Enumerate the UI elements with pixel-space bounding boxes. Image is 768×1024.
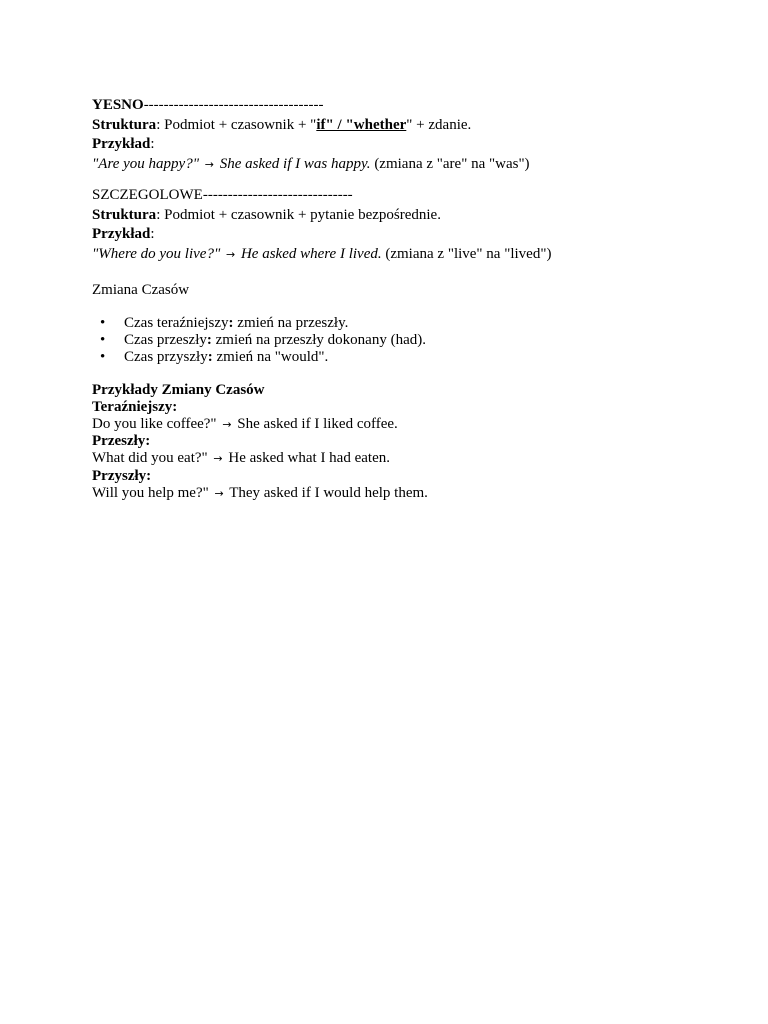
bullet-icon: • — [100, 332, 106, 348]
szczegolowe-example-result: He asked where I lived. — [240, 245, 382, 262]
przyklady-example-line — [92, 416, 732, 434]
yesno-structure-line — [92, 116, 732, 136]
yesno-example-label-line — [92, 135, 732, 155]
szczegolowe-heading-line — [92, 186, 732, 206]
yesno-section — [92, 96, 732, 174]
yesno-structure-label: Struktura — [92, 116, 157, 133]
szczegolowe-example-colon: : — [150, 226, 155, 242]
right-arrow-icon: → — [222, 417, 232, 431]
yesno-structure-post: " + zdanie. — [406, 116, 472, 133]
przyklady-example-quote: Will you help me?" — [92, 484, 209, 501]
yesno-example-line — [92, 155, 732, 175]
szczegolowe-example-line — [92, 245, 732, 265]
zmiana-title: Zmiana Czasów — [92, 282, 190, 298]
yesno-example-label: Przykład — [92, 136, 151, 152]
yesno-example-quote: "Are you happy?" — [92, 155, 200, 172]
szczegolowe-example-label-line — [92, 225, 732, 245]
przyklady-example-line — [92, 450, 732, 468]
przyklady-example-quote: Do you like coffee?" — [92, 415, 217, 432]
yesno-dashes: ------------------------------------ — [143, 97, 324, 113]
przyklady-example-line — [92, 485, 732, 503]
list-item-colon: : — [228, 315, 234, 331]
list-item-text: zmień na "would". — [212, 349, 329, 365]
szczegolowe-structure-line — [92, 206, 732, 226]
zmiana-list — [92, 315, 732, 366]
yesno-structure-colon: : — [156, 116, 161, 133]
przyklady-example-result: She asked if I liked coffee. — [237, 415, 398, 432]
bullet-icon: • — [100, 349, 106, 365]
yesno-structure-pre: Podmiot + czasownik + " — [160, 116, 317, 133]
szczegolowe-example-note: (zmiana z "live" na "lived") — [381, 245, 552, 262]
przyklady-group-label: Teraźniejszy: — [92, 398, 178, 415]
yesno-example-colon: : — [150, 136, 155, 152]
przyklady-example-result: He asked what I had eaten. — [228, 450, 390, 467]
przyklady-section — [92, 382, 732, 503]
right-arrow-icon: → — [213, 452, 223, 466]
yesno-example-result: She asked if I was happy. — [219, 155, 371, 172]
list-item-label: Czas przeszły — [124, 332, 207, 348]
szczegolowe-structure-colon: : — [156, 206, 161, 223]
list-item-label: Czas teraźniejszy — [124, 315, 229, 331]
list-item — [92, 349, 732, 366]
zmiana-list-block — [92, 315, 732, 366]
bullet-icon: • — [100, 315, 106, 331]
szczegolowe-section — [92, 186, 732, 264]
list-item-text: zmień na przeszły. — [233, 315, 349, 331]
yesno-heading-line — [92, 96, 732, 116]
list-item-colon: : — [207, 349, 213, 365]
list-item — [92, 315, 732, 332]
szczegolowe-example-label: Przykład — [92, 226, 151, 242]
yesno-heading: YESNO — [92, 97, 144, 113]
list-item-colon: : — [206, 332, 212, 348]
przyklady-title: Przykłady Zmiany Czasów — [92, 382, 265, 398]
szczegolowe-dashes: ------------------------------ — [202, 187, 353, 203]
zmiana-section — [92, 281, 732, 301]
szczegolowe-example-quote: "Where do you live?" — [92, 245, 221, 262]
right-arrow-icon: → — [214, 486, 224, 500]
szczegolowe-heading: SZCZEGOLOWE — [92, 187, 203, 203]
list-item-label: Czas przyszły — [124, 349, 208, 365]
list-item — [92, 332, 732, 349]
yesno-example-note: (zmiana z "are" na "was") — [370, 155, 530, 172]
list-item-text: zmień na przeszły dokonany (had). — [211, 332, 426, 348]
yesno-structure-keyword: if" / "whether — [316, 116, 407, 133]
right-arrow-icon: → — [226, 247, 236, 261]
right-arrow-icon: → — [204, 157, 214, 171]
szczegolowe-structure-label: Struktura — [92, 206, 157, 223]
szczegolowe-structure-text: Podmiot + czasownik + pytanie bezpośrednie. — [160, 206, 441, 223]
przyklady-group-label: Przyszły: — [92, 467, 152, 484]
przyklady-example-result: They asked if I would help them. — [229, 484, 428, 501]
przyklady-group-label: Przeszły: — [92, 433, 151, 450]
przyklady-example-quote: What did you eat?" — [92, 450, 208, 467]
